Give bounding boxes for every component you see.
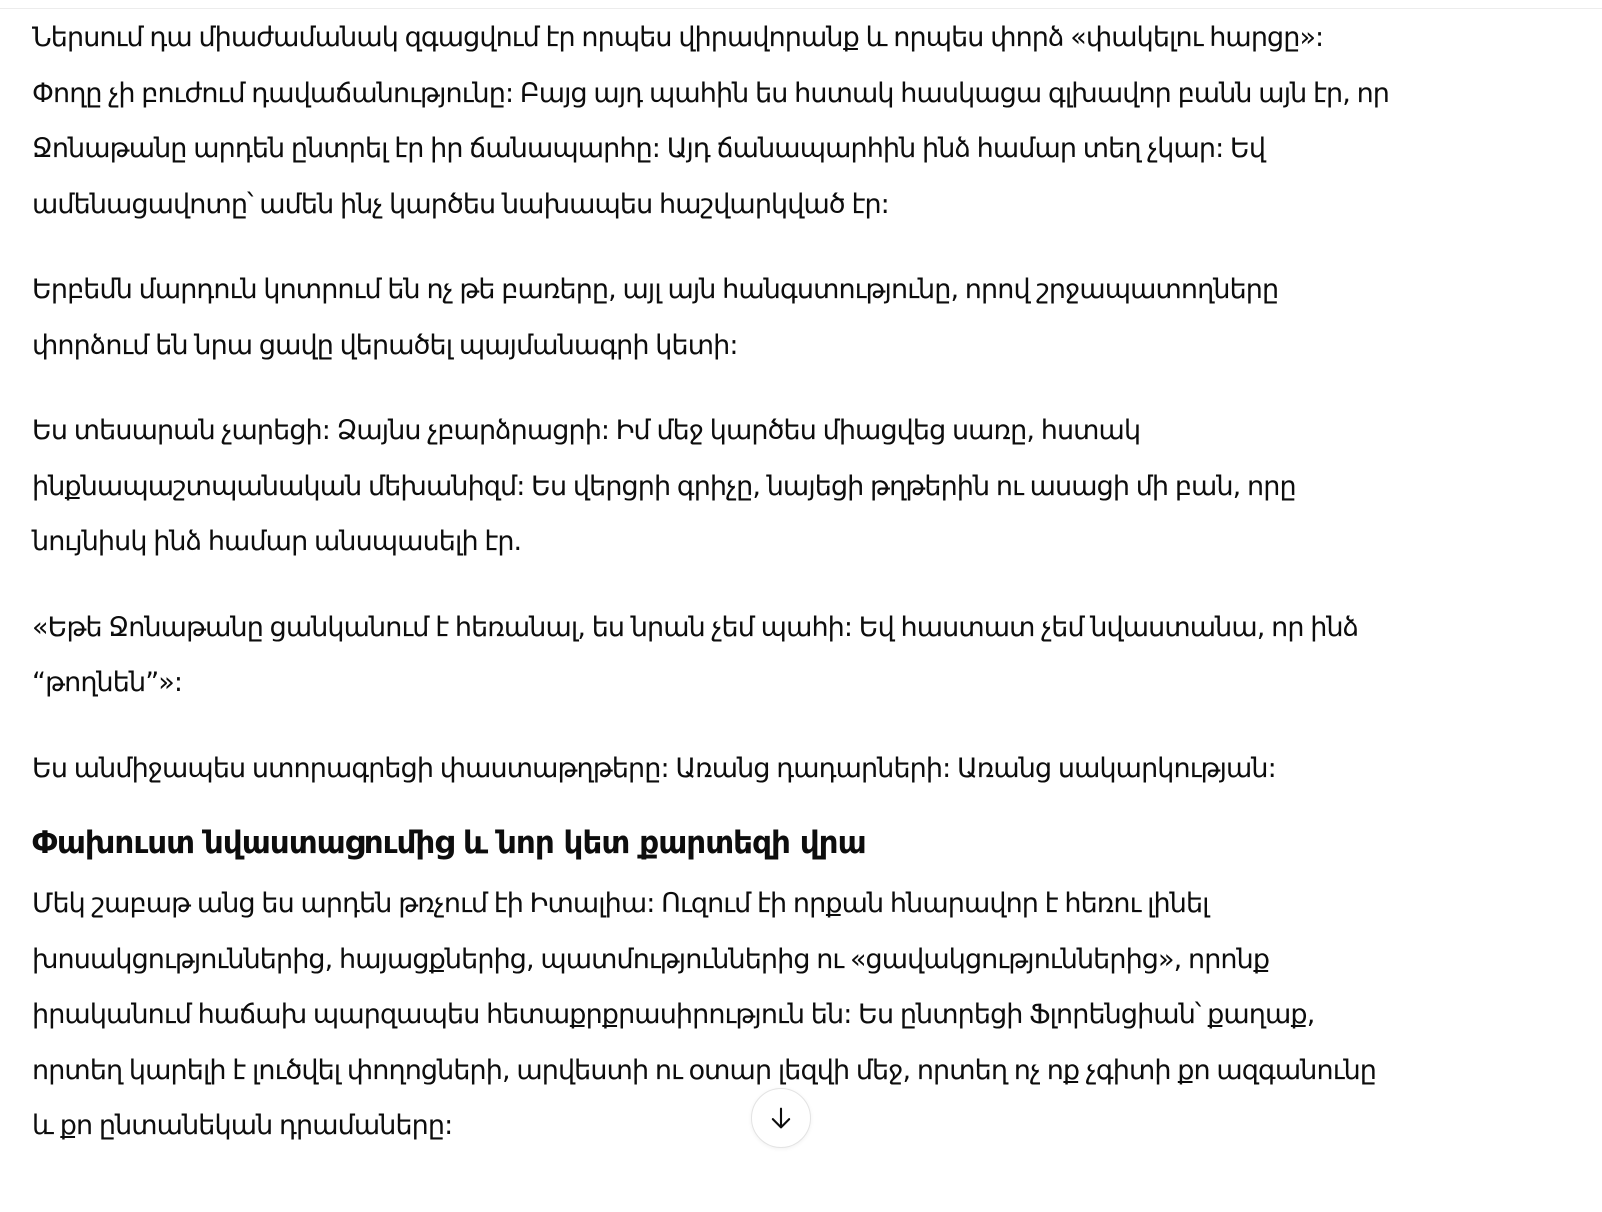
text-line: և քո ընտանեկան դրամաները: bbox=[32, 1110, 453, 1141]
paragraph bbox=[32, 741, 1572, 797]
text-line: խոսակցություններից, հայացքներից, պատմություններից ու «ցավակցություններից», որոնք bbox=[32, 943, 1270, 975]
text-line: Ջոնաթանը արդեն ընտրել էր իր ճանապարհը: Այդ ճանապարհին ինձ համար տեղ չկար: Եվ bbox=[32, 133, 1266, 164]
arrow-down-icon bbox=[767, 1104, 795, 1132]
scroll-to-bottom-button[interactable] bbox=[751, 1088, 811, 1148]
text-line: Մեկ շաբաթ անց ես արդեն թռչում էի Իտալիա: Ուզում էի որքան հնարավոր է հեռու լինել bbox=[32, 888, 1209, 919]
text-line: փորձում են նրա ցավը վերածել պայմանագրի կետի: bbox=[32, 329, 738, 361]
top-divider bbox=[0, 0, 1602, 9]
text-line: նույնիսկ ինձ համար անսպասելի էր. bbox=[32, 526, 522, 557]
text-line: Փողը չի բուժում դավաճանությունը: Բայց այդ պահին ես հստակ հասկացա գլխավոր բանն այն էր, որ bbox=[32, 77, 1390, 109]
paragraph bbox=[32, 262, 1572, 373]
text-line: «Եթե Ջոնաթանը ցանկանում է հեռանալ, ես նրան չեմ պահի: Եվ հաստատ չեմ նվաստանա, որ ինձ bbox=[32, 611, 1359, 643]
paragraph bbox=[32, 403, 1572, 570]
text-line: իրականում հաճախ պարզապես հետաքրքրասիրություն են: Ես ընտրեցի Ֆլորենցիան՝ քաղաք, bbox=[32, 999, 1315, 1030]
text-line: Ես անմիջապես ստորագրեցի փաստաթղթերը: Առանց դադարների: Առանց սակարկության: bbox=[32, 752, 1276, 784]
article-content bbox=[32, 10, 1572, 1154]
text-line: Ներսում դա միաժամանակ զգացվում էր որպես վիրավորանք և որպես փորձ «փակելու հարցը»: bbox=[32, 22, 1324, 53]
text-line: Երբեմն մարդուն կոտրում են ոչ թե բառերը, այլ այն հանգստությունը, որով շրջապատողները bbox=[32, 274, 1279, 305]
section-heading: Փախուստ նվաստացումից և նոր կետ քարտեզի վրա bbox=[32, 825, 866, 861]
paragraph bbox=[32, 600, 1572, 711]
text-line: “թողնեն”»: bbox=[32, 667, 183, 698]
text-line: որտեղ կարելի է լուծվել փողոցների, արվեստի ու օտար լեզվի մեջ, որտեղ ոչ ոք չգիտի քո ազգանունը bbox=[32, 1054, 1376, 1086]
paragraph bbox=[32, 10, 1572, 232]
text-line: ամենացավոտը՝ ամեն ինչ կարծես նախապես հաշվարկված էր: bbox=[32, 188, 889, 220]
text-line: Ես տեսարան չարեցի: Ձայնս չբարձրացրի: Իմ մեջ կարծես միացվեց սառը, հստակ bbox=[32, 415, 1141, 446]
text-line: ինքնապաշտպանական մեխանիզմ: Ես վերցրի գրիչը, նայեցի թղթերին ու ասացի մի բան, որը bbox=[32, 470, 1296, 502]
